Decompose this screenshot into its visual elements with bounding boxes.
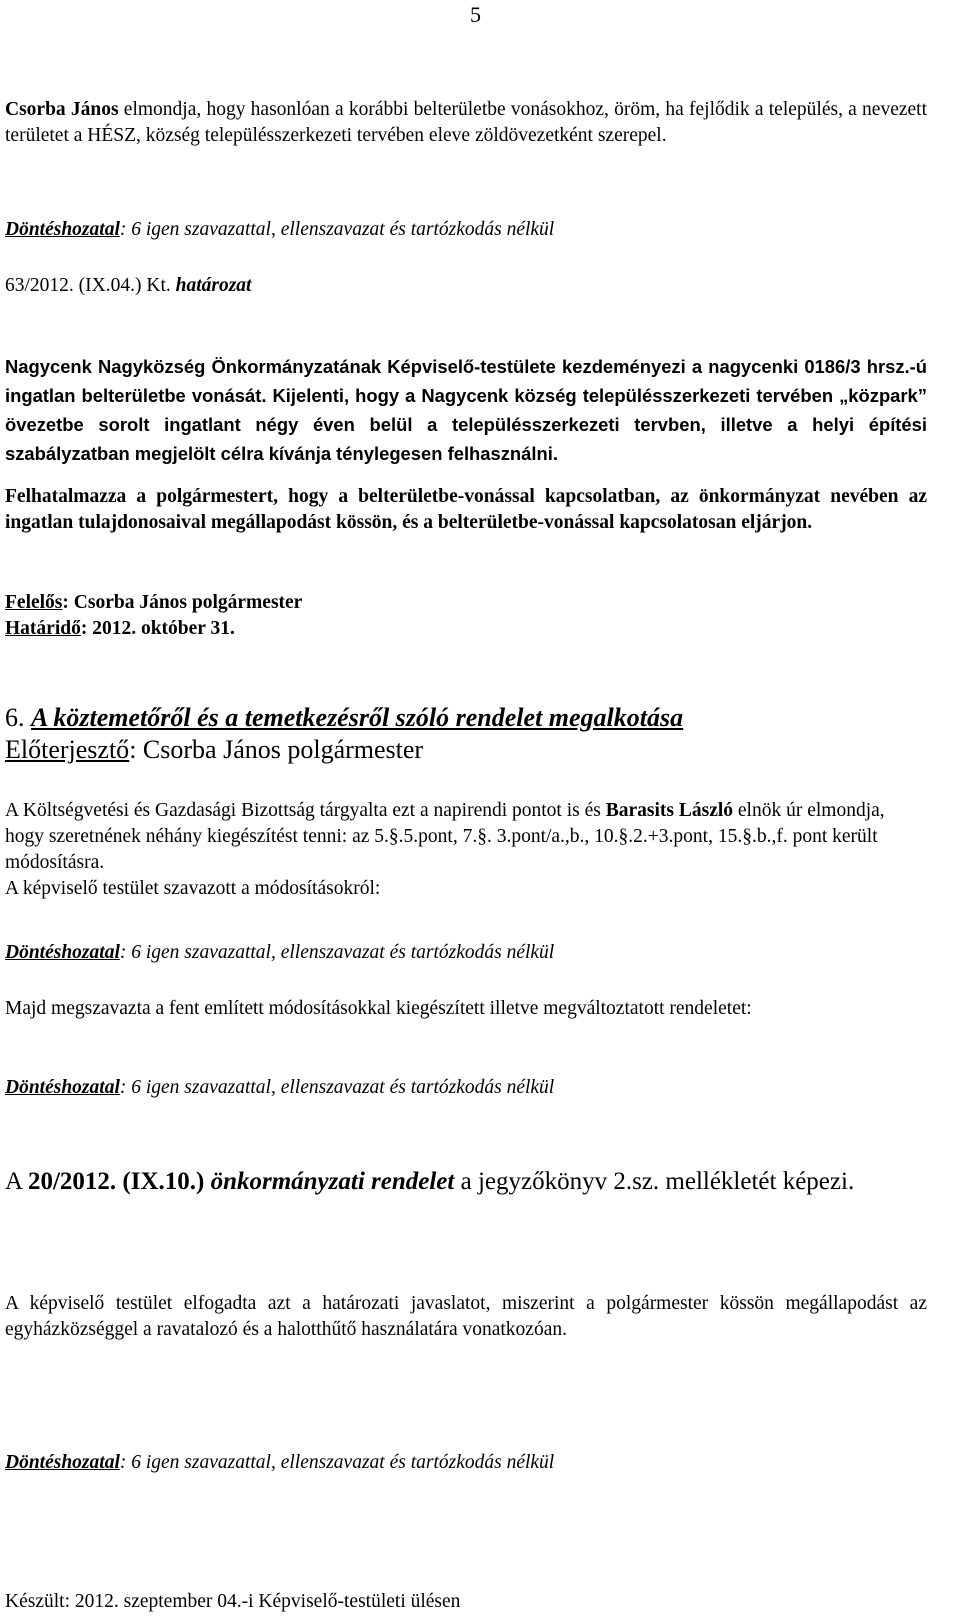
section-number: 6. <box>5 703 25 732</box>
committee-text-before: A Költségvetési és Gazdasági Bizottság tárgyalta ezt a napirendi pontot is és <box>5 800 606 821</box>
presenter-value: : Csorba János polgármester <box>129 735 424 764</box>
vote-line-1 <box>5 217 927 243</box>
resolution-id: 63/2012. (IX.04.) Kt. <box>5 275 171 296</box>
decision-line1: Nagycenk Nagyközség Önkormányzatának Képviselő-testülete kezdeményezi a nagycenki 0186/3 hrsz.-ú ingatlan belterületbe vonását. <box>5 356 927 406</box>
vote-text: : 6 igen szavazattal, ellenszavazat és tartózkodás nélkül <box>119 1077 555 1098</box>
deadline-line <box>5 616 927 642</box>
page-number: 5 <box>470 2 481 27</box>
vote-text: : 6 igen szavazattal, ellenszavazat és tartózkodás nélkül <box>119 942 555 963</box>
presenter-line <box>5 734 927 766</box>
resolution-number <box>5 273 927 299</box>
speaker-paragraph <box>5 97 927 149</box>
ordinance-title: önkormányzati rendelet <box>204 1168 455 1195</box>
deadline-value: : 2012. október 31. <box>80 618 235 639</box>
vote-label: Döntéshozatal <box>5 1452 120 1473</box>
speaker-name: Csorba János <box>5 99 119 120</box>
vote-label: Döntéshozatal <box>5 219 120 240</box>
ordinance-suffix: a jegyzőkönyv 2.sz. mellékletét képezi. <box>454 1168 855 1195</box>
vote-text: : 6 igen szavazattal, ellenszavazat és tartózkodás nélkül <box>119 1452 555 1473</box>
agreement-paragraph: A képviselő testület elfogadta azt a határozati javaslatot, miszerint a polgármester kössön megállapodást az egyházközséggel a ravatalozó és a halotthűtő használatára vonatkozóan. <box>5 1293 927 1340</box>
ordinance-prefix: A <box>5 1168 28 1195</box>
responsible-line <box>5 590 927 616</box>
committee-text-after: elnök úr elmondja, hogy szeretnének néhány kiegészítést tenni: az 5.§.5.pont, 7.§. 3.pont/a.,b., 10.§.2.+3.pont, 15.§.b.,f. pont került módosításra. <box>5 800 885 873</box>
page-footer: Készült: 2012. szeptember 04.-i Képviselő-testületi ülésen <box>5 1591 461 1612</box>
committee-paragraph <box>5 798 927 876</box>
vote-line-3 <box>5 1075 927 1101</box>
vote-text: : 6 igen szavazattal, ellenszavazat és tartózkodás nélkül <box>119 219 555 240</box>
chair-name: Barasits László <box>605 800 734 821</box>
responsible-value: : Csorba János polgármester <box>62 592 303 613</box>
final-paragraph: Majd megszavazta a fent említett módosításokkal kiegészített illetve megváltoztatott rendeletet: <box>5 998 752 1019</box>
section-title: A köztemetőről és a temetkezésről szóló rendelet megalkotása <box>31 703 684 732</box>
vote-line-4 <box>5 1450 927 1476</box>
section-6-heading <box>5 702 927 734</box>
ordinance-paragraph <box>5 1166 927 1198</box>
resolution-word: határozat <box>170 275 252 296</box>
vote-label: Döntéshozatal <box>5 942 120 963</box>
presenter-label: Előterjesztő <box>5 735 130 764</box>
ordinance-number: 20/2012. (IX.10.) <box>27 1168 205 1195</box>
voted-paragraph: A képviselő testület szavazott a módosításokról: <box>5 878 381 899</box>
vote-line-2 <box>5 940 927 966</box>
authorization-paragraph: Felhatalmazza a polgármestert, hogy a belterületbe-vonással kapcsolatban, az önkormányzat nevében az ingatlan tulajdonosaival megállapodást kössön, és a belterületbe-vonással kapcsolatosan eljárjon. <box>5 486 927 533</box>
vote-label: Döntéshozatal <box>5 1077 120 1098</box>
decision-line2: Kijelenti, hogy a Nagycenk község településszerkezeti tervében „közpark” övezetbe sorolt ingatlant négy éven belül a településszerkezeti tervben, illetve a helyi építési szabályzatban megjelölt célra kívánja ténylegesen felhasználni. <box>5 385 927 464</box>
decision-text <box>5 352 927 468</box>
responsible-label: Felelős <box>5 592 63 613</box>
deadline-label: Határidő <box>5 618 81 639</box>
speaker-text: elmondja, hogy hasonlóan a korábbi belterületbe vonásokhoz, öröm, ha fejlődik a település, a nevezett területet a HÉSZ, község településszerkezeti tervében eleve zöldövezetként szerepel. <box>5 99 927 146</box>
